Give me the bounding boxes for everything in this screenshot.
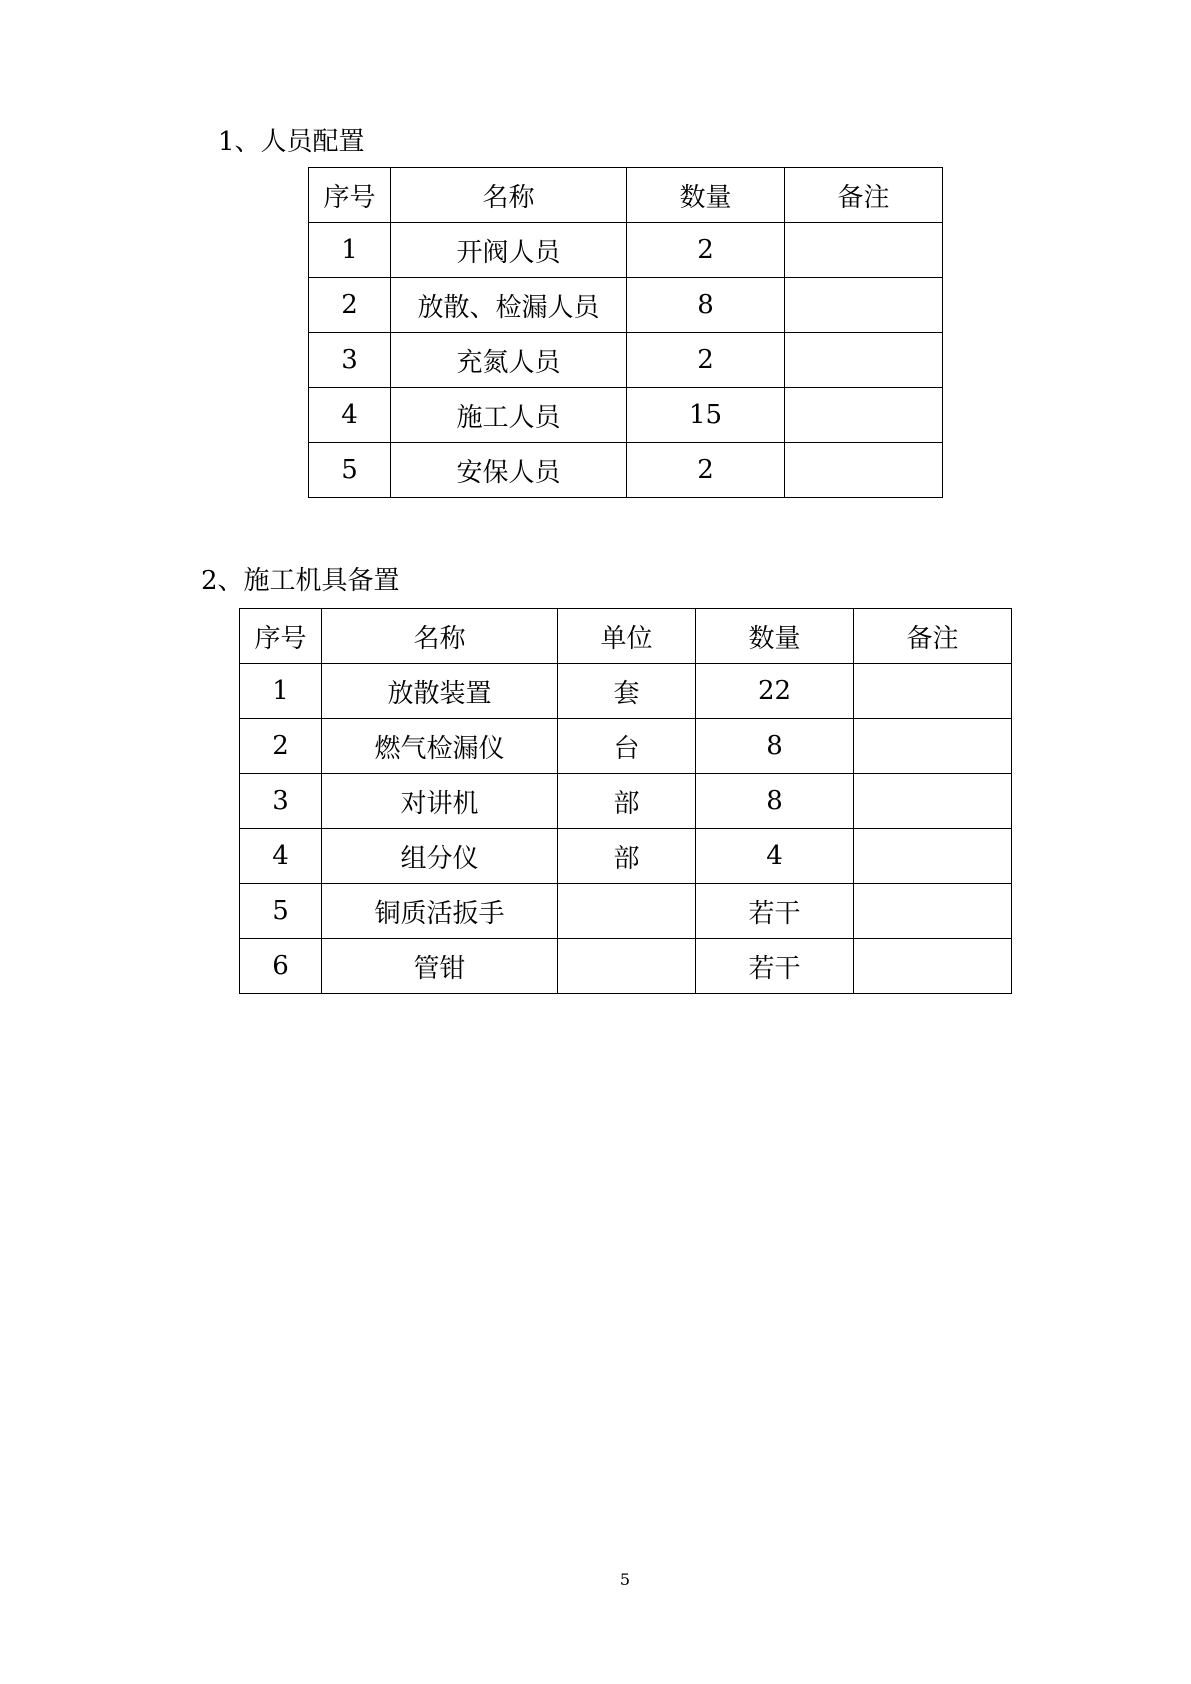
- table-cell: 充氮人员: [391, 333, 627, 388]
- header-cell: 备注: [854, 609, 1012, 664]
- table-cell: [854, 884, 1012, 939]
- section-heading-personnel: 1、人员配置: [218, 127, 365, 157]
- table-cell: [785, 223, 943, 278]
- header-cell: 备注: [785, 168, 943, 223]
- table-row: [240, 774, 1012, 829]
- table-row: [240, 664, 1012, 719]
- table-cell: 5: [240, 884, 322, 939]
- table-cell: 部: [558, 774, 696, 829]
- personnel-table: [308, 167, 943, 498]
- table-header-row: [309, 168, 943, 223]
- table-cell: 2: [309, 278, 391, 333]
- table-cell: 套: [558, 664, 696, 719]
- table-row: [309, 223, 943, 278]
- table-cell: 15: [627, 388, 785, 443]
- table-cell: 2: [627, 223, 785, 278]
- table-cell: 组分仪: [322, 829, 558, 884]
- table-cell: 部: [558, 829, 696, 884]
- table-cell: [785, 278, 943, 333]
- table-cell: 2: [627, 443, 785, 498]
- table-row: [309, 278, 943, 333]
- table-cell: 台: [558, 719, 696, 774]
- header-cell: 序号: [240, 609, 322, 664]
- table-cell: 3: [240, 774, 322, 829]
- table-cell: 若干: [696, 939, 854, 994]
- table-cell: [854, 829, 1012, 884]
- table-cell: 放散装置: [322, 664, 558, 719]
- table-cell: [854, 719, 1012, 774]
- header-cell: 序号: [309, 168, 391, 223]
- table-cell: [854, 939, 1012, 994]
- header-cell: 数量: [696, 609, 854, 664]
- table-cell: 开阀人员: [391, 223, 627, 278]
- table-cell: 2: [627, 333, 785, 388]
- table-cell: 4: [696, 829, 854, 884]
- table-cell: [558, 884, 696, 939]
- table-cell: 若干: [696, 884, 854, 939]
- table-cell: [854, 774, 1012, 829]
- table-cell: 施工人员: [391, 388, 627, 443]
- table-cell: 4: [240, 829, 322, 884]
- table-cell: 对讲机: [322, 774, 558, 829]
- table-cell: 5: [309, 443, 391, 498]
- table-cell: [558, 939, 696, 994]
- page-number: 5: [619, 1570, 631, 1589]
- table-cell: [785, 443, 943, 498]
- table-cell: 2: [240, 719, 322, 774]
- table-row: [309, 388, 943, 443]
- table-cell: 放散、检漏人员: [391, 278, 627, 333]
- equipment-table: [239, 608, 1012, 994]
- header-cell: 名称: [391, 168, 627, 223]
- table-cell: [785, 388, 943, 443]
- table-cell: 燃气检漏仪: [322, 719, 558, 774]
- table-cell: 1: [240, 664, 322, 719]
- table-row: [240, 829, 1012, 884]
- table-cell: 安保人员: [391, 443, 627, 498]
- table-header-row: [240, 609, 1012, 664]
- table-row: [309, 443, 943, 498]
- table-cell: [854, 664, 1012, 719]
- table-row: [309, 333, 943, 388]
- header-cell: 数量: [627, 168, 785, 223]
- table-row: [240, 719, 1012, 774]
- table-cell: 6: [240, 939, 322, 994]
- table-cell: 22: [696, 664, 854, 719]
- table-row: [240, 939, 1012, 994]
- table-cell: 管钳: [322, 939, 558, 994]
- table-cell: 3: [309, 333, 391, 388]
- table-cell: 铜质活扳手: [322, 884, 558, 939]
- header-cell: 名称: [322, 609, 558, 664]
- table-cell: 1: [309, 223, 391, 278]
- table-row: [240, 884, 1012, 939]
- section-heading-equipment: 2、施工机具备置: [201, 566, 400, 596]
- table-cell: 4: [309, 388, 391, 443]
- header-cell: 单位: [558, 609, 696, 664]
- table-cell: 8: [696, 774, 854, 829]
- table-cell: 8: [627, 278, 785, 333]
- table-cell: [785, 333, 943, 388]
- table-cell: 8: [696, 719, 854, 774]
